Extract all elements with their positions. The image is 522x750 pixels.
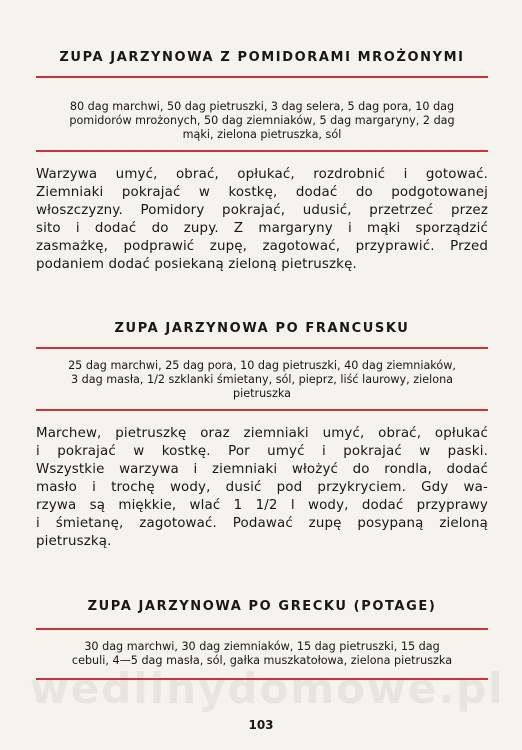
- watermark: wedlinydomowe.pl: [30, 664, 505, 713]
- recipe-title: ZUPA JARZYNOWA Z POMIDORAMI MROŻONYMI: [59, 50, 465, 65]
- ingredients-line: 3 dag masła, 1/2 szklanki śmietany, sól, pieprz, liść laurowy, zielona: [70, 373, 454, 386]
- instruction-line: i śmietanę, zagotować. Podawać zupę posypaną zieloną: [36, 516, 488, 531]
- instruction-line: podaniem dodać posiekaną zieloną pietruszkę.: [36, 257, 357, 272]
- recipe-instructions: [36, 425, 488, 551]
- ingredients-line: pietruszka: [232, 387, 291, 400]
- ingredients-line: 25 dag marchwi, 25 dag pora, 10 dag pietruszki, 40 dag ziemniaków,: [68, 359, 456, 372]
- divider-rule: [36, 150, 488, 152]
- recipe-title: ZUPA JARZYNOWA PO FRANCUSKU: [114, 321, 410, 336]
- page-number: 103: [248, 718, 274, 732]
- instruction-line: masło i trochę wody, dusić pod przykryciem. Gdy wa-: [36, 480, 488, 495]
- ingredients-list: [36, 100, 488, 142]
- ingredients-line: mąki, zielona pietruszka, sól: [182, 128, 342, 141]
- instruction-line: Marchew, pietruszkę oraz ziemniaki umyć, obrać, opłukać: [36, 426, 488, 441]
- recipe-title: ZUPA JARZYNOWA PO GRECKU (POTAGE): [87, 599, 437, 614]
- instruction-line: Ziemniaki pokrajać w kostkę, dodać do podgotowanej: [36, 185, 488, 200]
- recipe-2: [36, 321, 488, 551]
- divider-rule: [36, 76, 488, 78]
- ingredients-line: pomidorów mrożonych, 50 dag ziemniaków, 5 dag margaryny, 2 dag: [69, 114, 455, 127]
- instruction-line: rzywa są miękkie, wlać 1 1/2 l wody, dodać przyprawy: [36, 498, 488, 513]
- divider-rule: [36, 347, 488, 349]
- instruction-line: i pokrajać w kostkę. Por umyć i pokrajać w paski.: [36, 444, 488, 459]
- divider-rule: [36, 409, 488, 411]
- recipe-instructions: [36, 166, 488, 274]
- ingredients-line: 80 dag marchwi, 50 dag pietruszki, 3 dag selera, 5 dag pora, 10 dag: [69, 100, 455, 113]
- recipe-1: [36, 50, 488, 274]
- ingredients-line: cebuli, 4—5 dag masła, sól, gałka muszkatołowa, zielona pietruszka: [71, 654, 453, 667]
- instruction-line: Wszystkie warzywa i ziemniaki włożyć do rondla, dodać: [36, 462, 488, 477]
- divider-rule: [36, 628, 488, 630]
- ingredients-list: [36, 359, 488, 401]
- ingredients-line: 30 dag marchwi, 30 dag ziemniaków, 15 dag pietruszki, 15 dag: [84, 640, 440, 653]
- instruction-line: włoszczyzny. Pomidory pokrajać, udusić, przetrzeć przez: [36, 203, 488, 218]
- instruction-line: pietruszką.: [36, 534, 112, 549]
- instruction-line: sito i dodać do zupy. Z margaryny i mąki sporządzić: [36, 221, 488, 236]
- instruction-line: zasmażkę, podprawić zupę, zagotować, przyprawić. Przed: [36, 239, 488, 254]
- instruction-line: Warzywa umyć, obrać, opłukać, rozdrobnić i gotować.: [36, 167, 488, 182]
